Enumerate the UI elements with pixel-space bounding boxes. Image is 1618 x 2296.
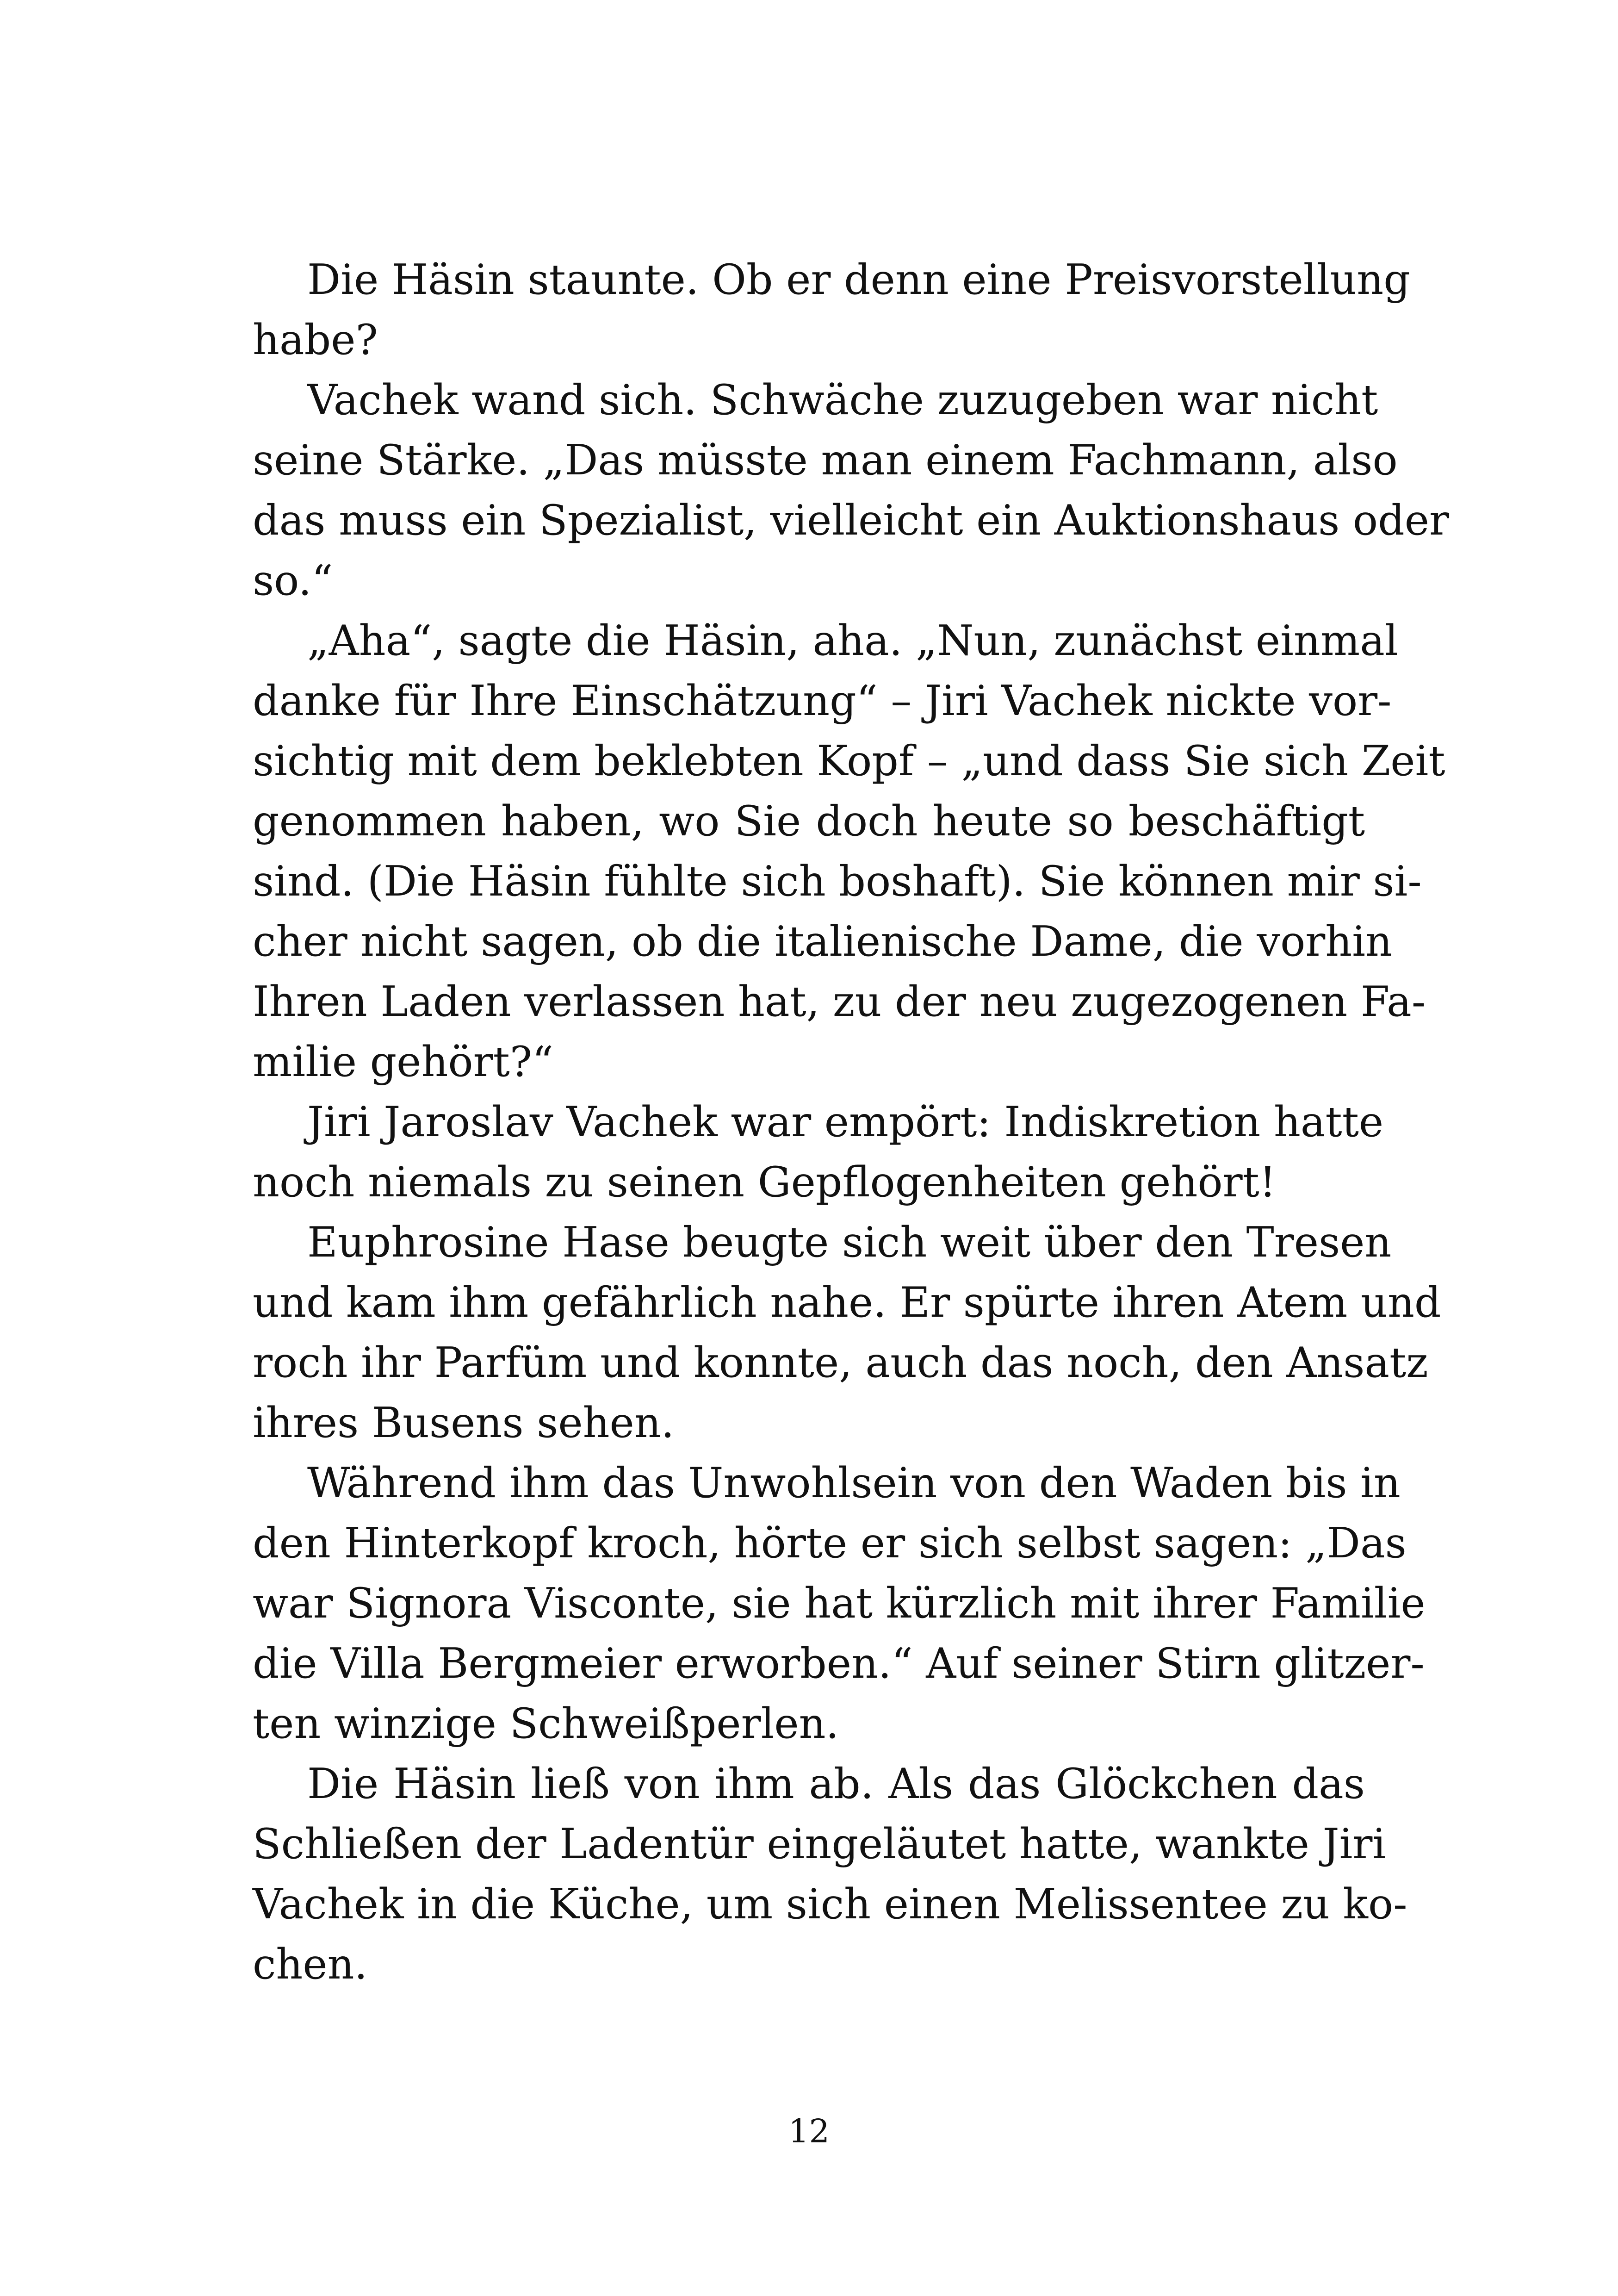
text-line: Euphrosine Hase beugte sich weit über den Tresen: [307, 1218, 1392, 1267]
text-line: danke für Ihre Einschätzung“ – Jiri Vachek nickte vor-: [253, 677, 1392, 725]
text-line: milie gehört?“: [253, 1038, 554, 1086]
text-line: Schließen der Ladentür eingeläutet hatte, wankte Jiri: [253, 1820, 1386, 1868]
text-line: ihres Busens sehen.: [253, 1399, 675, 1447]
text-line: Die Häsin staunte. Ob er denn eine Preisvorstellung: [307, 255, 1410, 304]
text-line: Vachek in die Küche, um sich einen Melissentee zu ko-: [253, 1880, 1407, 1929]
text-line: und kam ihm gefährlich nahe. Er spürte ihren Atem und: [253, 1278, 1441, 1327]
text-line: „Aha“, sagte die Häsin, aha. „Nun, zunächst einmal: [307, 616, 1398, 665]
text-line: die Villa Bergmeier erworben.“ Auf seiner Stirn glitzer-: [253, 1639, 1425, 1688]
page-number: 12: [788, 2112, 830, 2150]
text-line: noch niemals zu seinen Gepflogenheiten gehört!: [253, 1158, 1276, 1207]
text-line: Während ihm das Unwohlsein von den Waden bis in: [307, 1459, 1401, 1507]
text-line: ten winzige Schweißperlen.: [253, 1699, 839, 1748]
text-line: chen.: [253, 1940, 368, 1989]
text-line: roch ihr Parfüm und konnte, auch das noch, den Ansatz: [253, 1338, 1428, 1387]
text-line: war Signora Visconte, sie hat kürzlich mit ihrer Familie: [253, 1579, 1426, 1628]
text-line: Vachek wand sich. Schwäche zuzugeben war nicht: [307, 376, 1378, 424]
text-line: Die Häsin ließ von ihm ab. Als das Glöckchen das: [307, 1760, 1365, 1808]
text-line: habe?: [253, 316, 378, 364]
text-line: den Hinterkopf kroch, hörte er sich selbst sagen: „Das: [253, 1519, 1407, 1568]
text-line: genommen haben, wo Sie doch heute so beschäftigt: [253, 797, 1365, 846]
text-line: sind. (Die Häsin fühlte sich boshaft). Sie können mir si-: [253, 857, 1422, 906]
body-text: [253, 250, 1450, 1995]
text-line: so.“: [253, 556, 333, 605]
text-line: sichtig mit dem beklebten Kopf – „und dass Sie sich Zeit: [253, 737, 1445, 785]
text-line: das muss ein Spezialist, vielleicht ein Auktionshaus oder: [253, 496, 1450, 545]
text-line: cher nicht sagen, ob die italienische Dame, die vorhin: [253, 917, 1393, 966]
text-line: Jiri Jaroslav Vachek war empört: Indiskretion hatte: [307, 1098, 1384, 1146]
text-line: Ihren Laden verlassen hat, zu der neu zugezogenen Fa-: [253, 977, 1426, 1026]
text-line: seine Stärke. „Das müsste man einem Fachmann, also: [253, 436, 1398, 485]
